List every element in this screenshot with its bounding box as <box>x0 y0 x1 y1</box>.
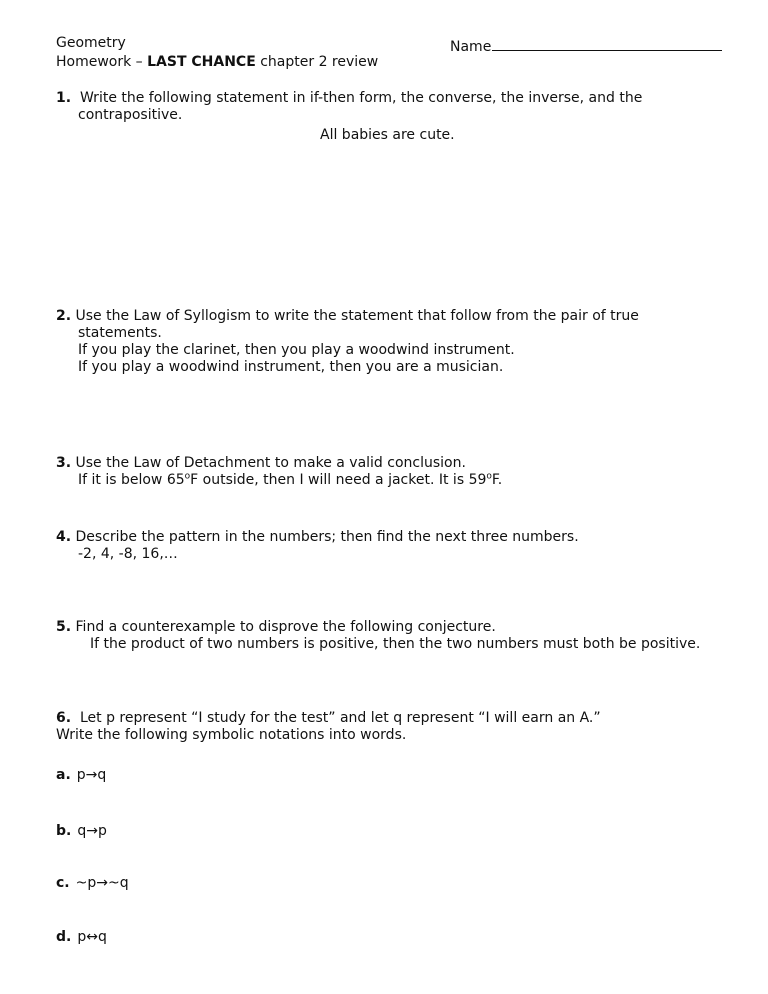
symbolic-notation: p↔q <box>77 929 107 945</box>
question-2 <box>56 308 639 376</box>
course-title: Geometry <box>56 35 126 51</box>
question-text: Let p represent “I study for the test” and let q represent “I will earn an A.” <box>79 710 601 726</box>
part-label: c. <box>56 875 70 891</box>
title-prefix: Homework – <box>56 54 148 70</box>
question-number: 5. <box>56 619 72 635</box>
question-6 <box>56 710 601 744</box>
conjecture: If the product of two numbers is positive, then the two numbers must both be positive. <box>90 636 701 652</box>
symbolic-notation: p→q <box>76 767 107 783</box>
question-text: statements. <box>78 325 162 341</box>
question-text: Use the Law of Syllogism to write the statement that follow from the pair of true <box>75 308 639 324</box>
statement: All babies are cute. <box>320 127 455 143</box>
part-b <box>56 823 107 840</box>
assignment-title <box>56 54 378 71</box>
question-text: Find a counterexample to disprove the following conjecture. <box>75 619 496 635</box>
question-number: 4. <box>56 529 72 545</box>
question-text: contrapositive. <box>78 107 183 123</box>
part-label: b. <box>56 823 72 839</box>
title-suffix: chapter 2 review <box>255 54 379 70</box>
question-text: Describe the pattern in the numbers; then find the next three numbers. <box>75 529 579 545</box>
symbolic-notation: q→p <box>77 823 107 839</box>
number-sequence: -2, 4, -8, 16,… <box>78 546 178 562</box>
part-a <box>56 767 106 784</box>
question-text: Write the following statement in if-then form, the converse, the inverse, and the <box>79 90 643 106</box>
premise: If it is below 65$^o$F outside, then I will need a jacket. It is 59$^o$F. <box>78 471 503 488</box>
question-number: 1. <box>56 90 72 106</box>
question-1 <box>56 90 642 124</box>
question-3 <box>56 455 502 489</box>
title-bold: LAST CHANCE <box>147 54 256 70</box>
name-label: Name <box>450 39 492 55</box>
symbolic-notation: ~p→~q <box>75 875 129 891</box>
part-label: d. <box>56 929 72 945</box>
question-text: Use the Law of Detachment to make a valid conclusion. <box>75 455 466 471</box>
question-number: 3. <box>56 455 72 471</box>
question-4 <box>56 529 579 563</box>
part-label: a. <box>56 767 71 783</box>
premise-2: If you play a woodwind instrument, then you are a musician. <box>78 359 504 375</box>
question-5 <box>56 619 700 653</box>
part-c <box>56 875 129 892</box>
question-text: Write the following symbolic notations into words. <box>56 727 407 743</box>
part-d <box>56 929 107 946</box>
name-field <box>450 35 722 56</box>
question-number: 6. <box>56 710 72 726</box>
premise-1: If you play the clarinet, then you play a woodwind instrument. <box>78 342 515 358</box>
question-number: 2. <box>56 308 72 324</box>
name-blank-line[interactable] <box>492 35 722 51</box>
